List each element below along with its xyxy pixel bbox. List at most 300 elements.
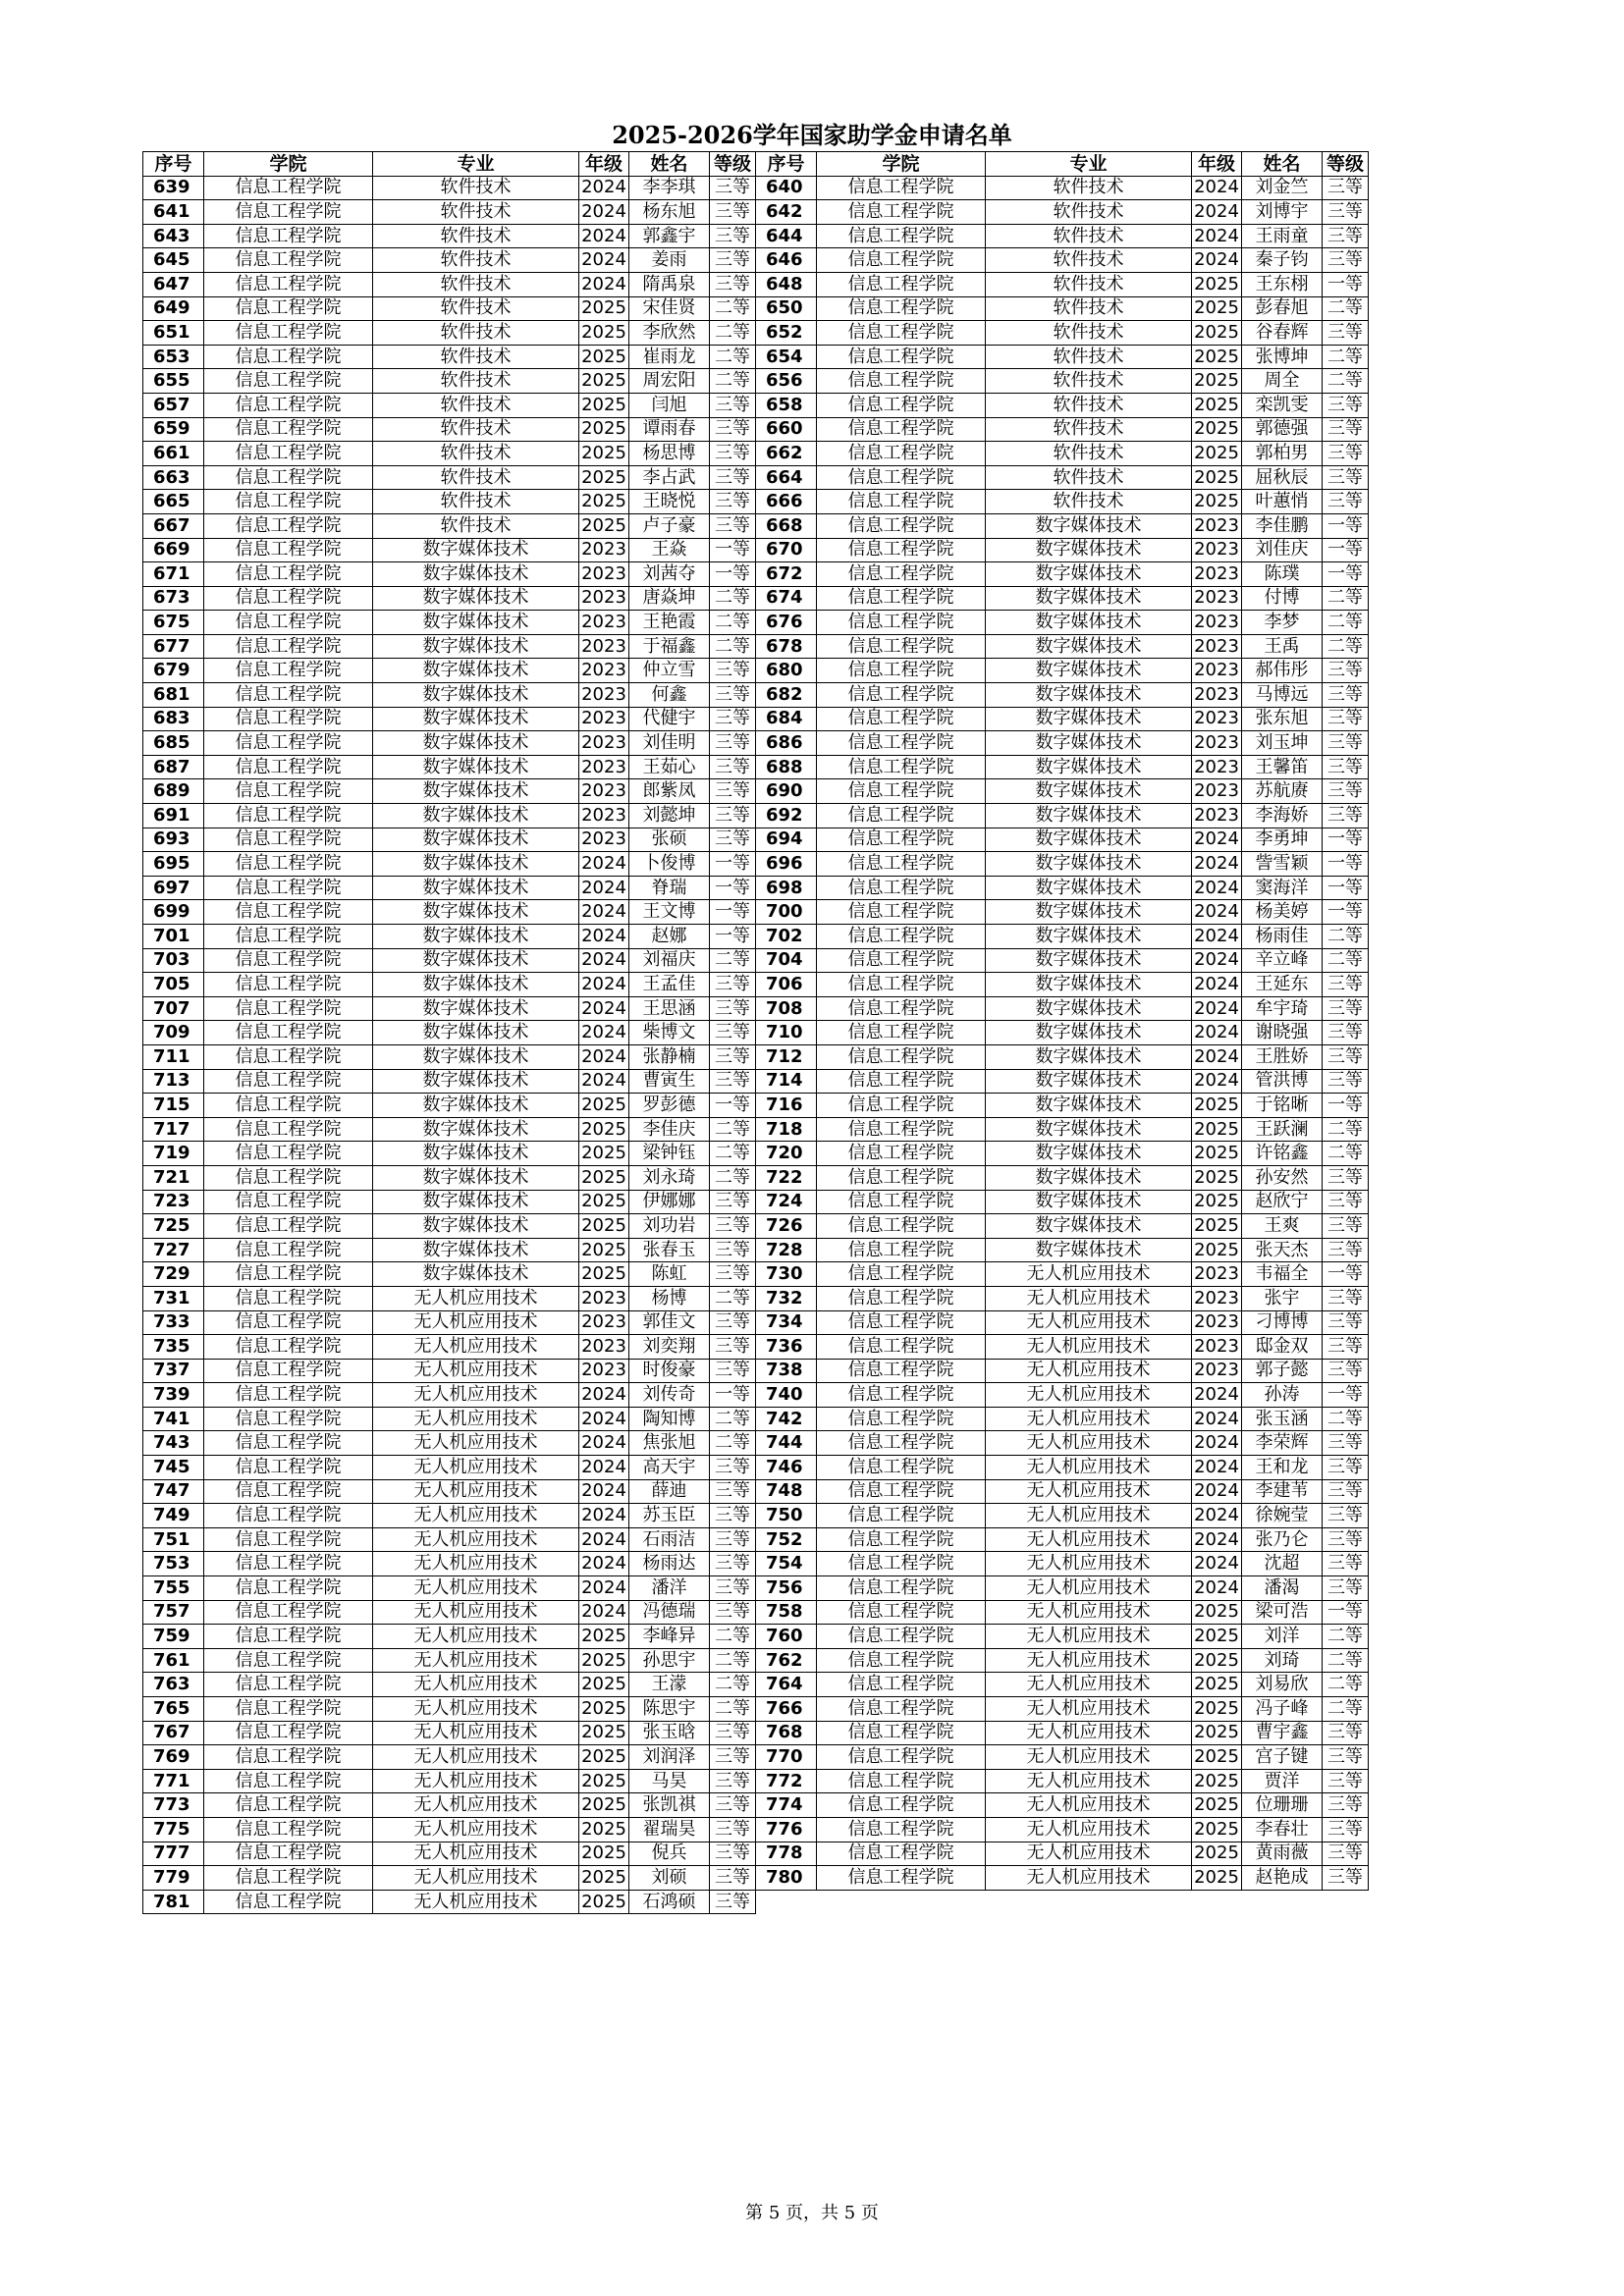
- cell-seq: 721: [143, 1165, 204, 1190]
- cell-name: 谷春辉: [1242, 321, 1323, 346]
- cell-seq: 682: [756, 683, 817, 708]
- cell-name: 刘玉坤: [1242, 731, 1323, 756]
- cell-major: 无人机应用技术: [986, 1335, 1192, 1360]
- cell-college: 信息工程学院: [817, 1793, 986, 1818]
- cell-level: 一等: [710, 538, 756, 562]
- cell-college: 信息工程学院: [817, 1094, 986, 1118]
- cell-grade-year: 2023: [579, 538, 629, 562]
- cell-seq: 718: [756, 1117, 817, 1142]
- header-major: 专业: [373, 152, 579, 177]
- cell-name: 冯子峰: [1242, 1697, 1323, 1722]
- cell-grade-year: 2025: [1192, 465, 1242, 490]
- table-row: [143, 1673, 1369, 1697]
- table-row: [143, 1527, 1369, 1552]
- cell-name: 谢晓强: [1242, 1021, 1323, 1045]
- table-row: [143, 707, 1369, 731]
- cell-name: 刘润泽: [629, 1745, 710, 1770]
- cell-grade-year: 2025: [579, 1866, 629, 1891]
- cell-college: 信息工程学院: [817, 1165, 986, 1190]
- cell-name: 王焱: [629, 538, 710, 562]
- cell-grade-year: 2023: [1192, 1310, 1242, 1335]
- cell-level: 三等: [1323, 659, 1369, 683]
- cell-seq: 708: [756, 996, 817, 1021]
- table-row: [143, 804, 1369, 828]
- cell-grade-year: 2024: [1192, 828, 1242, 852]
- cell-name: 王跃澜: [1242, 1117, 1323, 1142]
- cell-level: 三等: [710, 1456, 756, 1480]
- header-college: 学院: [817, 152, 986, 177]
- cell-seq: 670: [756, 538, 817, 562]
- cell-college: 信息工程学院: [204, 272, 373, 296]
- cell-name: 孙思宇: [629, 1648, 710, 1673]
- cell-grade-year: 2023: [1192, 586, 1242, 611]
- cell-level: 三等: [1323, 683, 1369, 708]
- cell-level: 二等: [710, 369, 756, 394]
- cell-major: 无人机应用技术: [373, 1552, 579, 1576]
- cell-seq: 722: [756, 1165, 817, 1190]
- cell-level: 二等: [710, 321, 756, 346]
- cell-grade-year: 2023: [579, 634, 629, 659]
- cell-seq: 646: [756, 248, 817, 273]
- cell-level: 三等: [710, 224, 756, 248]
- cell-college: 信息工程学院: [204, 828, 373, 852]
- cell-college: 信息工程学院: [817, 1142, 986, 1166]
- cell-major: 无人机应用技术: [373, 1817, 579, 1842]
- cell-seq: 684: [756, 707, 817, 731]
- cell-grade-year: 2024: [1192, 1021, 1242, 1045]
- cell-name: 王孟佳: [629, 973, 710, 997]
- cell-level: 三等: [1323, 1504, 1369, 1528]
- cell-college: 信息工程学院: [204, 755, 373, 779]
- cell-level: 一等: [1323, 1094, 1369, 1118]
- cell-seq: 724: [756, 1190, 817, 1214]
- cell-college: 信息工程学院: [204, 1842, 373, 1866]
- cell-level: 一等: [1323, 1262, 1369, 1287]
- cell-grade-year: 2025: [1192, 272, 1242, 296]
- cell-major: 软件技术: [986, 369, 1192, 394]
- cell-seq: 673: [143, 586, 204, 611]
- empty-cell: [986, 1890, 1192, 1914]
- cell-level: 二等: [1323, 1673, 1369, 1697]
- cell-level: 三等: [710, 1044, 756, 1069]
- cell-grade-year: 2024: [1192, 1456, 1242, 1480]
- cell-name: 许铭鑫: [1242, 1142, 1323, 1166]
- cell-seq: 643: [143, 224, 204, 248]
- cell-grade-year: 2024: [579, 176, 629, 200]
- table-row: [143, 176, 1369, 200]
- table-row: [143, 755, 1369, 779]
- table-row: [143, 659, 1369, 683]
- table-row: [143, 1648, 1369, 1673]
- cell-level: 三等: [1323, 1069, 1369, 1094]
- cell-seq: 696: [756, 852, 817, 877]
- cell-seq: 776: [756, 1817, 817, 1842]
- cell-name: 刘茜夺: [629, 562, 710, 587]
- cell-name: 宫子键: [1242, 1745, 1323, 1770]
- cell-seq: 651: [143, 321, 204, 346]
- cell-grade-year: 2025: [579, 1842, 629, 1866]
- cell-level: 一等: [710, 562, 756, 587]
- cell-major: 无人机应用技术: [373, 1407, 579, 1431]
- cell-grade-year: 2025: [1192, 296, 1242, 321]
- cell-major: 数字媒体技术: [986, 683, 1192, 708]
- cell-name: 王文博: [629, 900, 710, 925]
- cell-name: 张玉晗: [629, 1721, 710, 1745]
- cell-seq: 748: [756, 1479, 817, 1504]
- cell-seq: 650: [756, 296, 817, 321]
- cell-grade-year: 2025: [1192, 1600, 1242, 1625]
- table-row: [143, 1600, 1369, 1625]
- cell-college: 信息工程学院: [204, 345, 373, 369]
- cell-seq: 765: [143, 1697, 204, 1722]
- table-row: [143, 417, 1369, 442]
- cell-grade-year: 2025: [1192, 1117, 1242, 1142]
- cell-name: 于福鑫: [629, 634, 710, 659]
- cell-seq: 680: [756, 659, 817, 683]
- cell-college: 信息工程学院: [204, 1890, 373, 1914]
- cell-name: 张静楠: [629, 1044, 710, 1069]
- cell-major: 数字媒体技术: [373, 731, 579, 756]
- cell-major: 数字媒体技术: [986, 779, 1192, 804]
- cell-major: 无人机应用技术: [986, 1769, 1192, 1793]
- table-row: [143, 272, 1369, 296]
- cell-level: 一等: [1323, 538, 1369, 562]
- cell-name: 韦福全: [1242, 1262, 1323, 1287]
- header-name: 姓名: [629, 152, 710, 177]
- cell-seq: 697: [143, 876, 204, 900]
- cell-grade-year: 2025: [1192, 1673, 1242, 1697]
- table-row: [143, 900, 1369, 925]
- cell-major: 无人机应用技术: [986, 1407, 1192, 1431]
- cell-seq: 757: [143, 1600, 204, 1625]
- table-row: [143, 828, 1369, 852]
- cell-major: 软件技术: [986, 321, 1192, 346]
- cell-grade-year: 2024: [1192, 1407, 1242, 1431]
- cell-college: 信息工程学院: [817, 1456, 986, 1480]
- cell-level: 三等: [710, 1721, 756, 1745]
- cell-grade-year: 2024: [1192, 1069, 1242, 1094]
- cell-seq: 709: [143, 1021, 204, 1045]
- cell-name: 彭春旭: [1242, 296, 1323, 321]
- cell-level: 三等: [710, 393, 756, 417]
- cell-major: 数字媒体技术: [986, 900, 1192, 925]
- cell-seq: 679: [143, 659, 204, 683]
- cell-major: 软件技术: [986, 296, 1192, 321]
- cell-level: 三等: [710, 1069, 756, 1094]
- cell-seq: 656: [756, 369, 817, 394]
- cell-college: 信息工程学院: [817, 586, 986, 611]
- cell-seq: 704: [756, 948, 817, 973]
- cell-college: 信息工程学院: [204, 1625, 373, 1649]
- cell-seq: 654: [756, 345, 817, 369]
- cell-name: 潘渴: [1242, 1576, 1323, 1601]
- cell-name: 付博: [1242, 586, 1323, 611]
- cell-level: 一等: [1323, 1383, 1369, 1408]
- cell-name: 高天宇: [629, 1456, 710, 1480]
- table-row: [143, 538, 1369, 562]
- cell-grade-year: 2025: [1192, 393, 1242, 417]
- cell-college: 信息工程学院: [817, 1407, 986, 1431]
- cell-seq: 706: [756, 973, 817, 997]
- cell-major: 无人机应用技术: [373, 1625, 579, 1649]
- cell-major: 无人机应用技术: [986, 1721, 1192, 1745]
- cell-grade-year: 2025: [579, 1190, 629, 1214]
- cell-level: 三等: [710, 272, 756, 296]
- cell-college: 信息工程学院: [204, 1044, 373, 1069]
- cell-college: 信息工程学院: [204, 707, 373, 731]
- cell-grade-year: 2024: [579, 1456, 629, 1480]
- cell-college: 信息工程学院: [204, 900, 373, 925]
- cell-name: 孙安然: [1242, 1165, 1323, 1190]
- cell-college: 信息工程学院: [204, 1335, 373, 1360]
- cell-grade-year: 2025: [579, 1817, 629, 1842]
- cell-major: 软件技术: [373, 176, 579, 200]
- table-row: [143, 1576, 1369, 1601]
- cell-name: 周全: [1242, 369, 1323, 394]
- cell-seq: 745: [143, 1456, 204, 1480]
- table-row: [143, 1117, 1369, 1142]
- cell-grade-year: 2025: [579, 345, 629, 369]
- cell-seq: 781: [143, 1890, 204, 1914]
- cell-level: 二等: [710, 296, 756, 321]
- cell-college: 信息工程学院: [817, 1648, 986, 1673]
- cell-grade-year: 2024: [579, 852, 629, 877]
- cell-grade-year: 2025: [579, 1721, 629, 1745]
- cell-level: 二等: [710, 586, 756, 611]
- cell-major: 数字媒体技术: [373, 562, 579, 587]
- table-row: [143, 1238, 1369, 1262]
- cell-college: 信息工程学院: [817, 1383, 986, 1408]
- cell-college: 信息工程学院: [204, 852, 373, 877]
- cell-seq: 672: [756, 562, 817, 587]
- cell-level: 三等: [710, 176, 756, 200]
- cell-seq: 676: [756, 611, 817, 635]
- cell-name: 张乃仑: [1242, 1527, 1323, 1552]
- cell-seq: 743: [143, 1431, 204, 1456]
- cell-seq: 753: [143, 1552, 204, 1576]
- cell-college: 信息工程学院: [204, 1286, 373, 1310]
- cell-grade-year: 2025: [1192, 1769, 1242, 1793]
- cell-college: 信息工程学院: [817, 1576, 986, 1601]
- cell-seq: 653: [143, 345, 204, 369]
- cell-seq: 736: [756, 1335, 817, 1360]
- cell-level: 三等: [1323, 1310, 1369, 1335]
- cell-grade-year: 2025: [579, 1769, 629, 1793]
- cell-level: 二等: [1323, 1648, 1369, 1673]
- cell-major: 数字媒体技术: [986, 1021, 1192, 1045]
- cell-name: 孙涛: [1242, 1383, 1323, 1408]
- cell-name: 王胜娇: [1242, 1044, 1323, 1069]
- cell-grade-year: 2023: [579, 562, 629, 587]
- cell-name: 王茹心: [629, 755, 710, 779]
- cell-level: 三等: [710, 779, 756, 804]
- cell-major: 数字媒体技术: [373, 1214, 579, 1239]
- cell-college: 信息工程学院: [204, 513, 373, 538]
- cell-grade-year: 2023: [1192, 731, 1242, 756]
- cell-college: 信息工程学院: [204, 1407, 373, 1431]
- cell-name: 刘易欣: [1242, 1673, 1323, 1697]
- cell-seq: 661: [143, 442, 204, 466]
- cell-name: 张春玉: [629, 1238, 710, 1262]
- cell-seq: 713: [143, 1069, 204, 1094]
- cell-major: 数字媒体技术: [986, 562, 1192, 587]
- cell-name: 杨东旭: [629, 200, 710, 225]
- cell-college: 信息工程学院: [204, 1721, 373, 1745]
- cell-grade-year: 2023: [579, 586, 629, 611]
- cell-college: 信息工程学院: [817, 634, 986, 659]
- cell-major: 软件技术: [986, 272, 1192, 296]
- table-row: [143, 611, 1369, 635]
- cell-major: 数字媒体技术: [373, 707, 579, 731]
- cell-level: 二等: [1323, 369, 1369, 394]
- cell-major: 无人机应用技术: [373, 1431, 579, 1456]
- cell-name: 杨雨佳: [1242, 925, 1323, 949]
- cell-level: 三等: [1323, 779, 1369, 804]
- cell-college: 信息工程学院: [817, 996, 986, 1021]
- cell-college: 信息工程学院: [204, 417, 373, 442]
- cell-major: 数字媒体技术: [373, 634, 579, 659]
- cell-seq: 668: [756, 513, 817, 538]
- cell-grade-year: 2025: [579, 417, 629, 442]
- table-row: [143, 1142, 1369, 1166]
- cell-name: 李占武: [629, 465, 710, 490]
- cell-major: 数字媒体技术: [986, 755, 1192, 779]
- cell-college: 信息工程学院: [817, 1359, 986, 1383]
- cell-grade-year: 2025: [579, 1238, 629, 1262]
- cell-major: 无人机应用技术: [986, 1456, 1192, 1480]
- cell-seq: 649: [143, 296, 204, 321]
- cell-grade-year: 2025: [1192, 369, 1242, 394]
- cell-grade-year: 2025: [579, 296, 629, 321]
- cell-grade-year: 2023: [579, 1286, 629, 1310]
- cell-level: 二等: [710, 1407, 756, 1431]
- cell-level: 三等: [1323, 248, 1369, 273]
- cell-name: 杨美婷: [1242, 900, 1323, 925]
- cell-level: 三等: [1323, 1286, 1369, 1310]
- cell-level: 一等: [1323, 876, 1369, 900]
- table-row: [143, 1769, 1369, 1793]
- cell-level: 二等: [1323, 634, 1369, 659]
- cell-major: 无人机应用技术: [986, 1648, 1192, 1673]
- cell-seq: 671: [143, 562, 204, 587]
- cell-college: 信息工程学院: [204, 1673, 373, 1697]
- table-row: [143, 442, 1369, 466]
- cell-grade-year: 2024: [1192, 948, 1242, 973]
- cell-name: 倪兵: [629, 1842, 710, 1866]
- cell-level: 三等: [710, 248, 756, 273]
- cell-level: 三等: [1323, 176, 1369, 200]
- cell-name: 刘懿坤: [629, 804, 710, 828]
- cell-major: 数字媒体技术: [373, 611, 579, 635]
- cell-seq: 660: [756, 417, 817, 442]
- cell-major: 数字媒体技术: [986, 1214, 1192, 1239]
- cell-seq: 707: [143, 996, 204, 1021]
- cell-name: 梁钟钰: [629, 1142, 710, 1166]
- header-name: 姓名: [1242, 152, 1323, 177]
- cell-seq: 771: [143, 1769, 204, 1793]
- cell-major: 软件技术: [373, 417, 579, 442]
- cell-seq: 761: [143, 1648, 204, 1673]
- cell-college: 信息工程学院: [817, 272, 986, 296]
- cell-level: 三等: [710, 1552, 756, 1576]
- cell-college: 信息工程学院: [817, 925, 986, 949]
- cell-name: 杨思博: [629, 442, 710, 466]
- cell-grade-year: 2023: [1192, 1335, 1242, 1360]
- cell-level: 三等: [1323, 973, 1369, 997]
- cell-college: 信息工程学院: [817, 321, 986, 346]
- cell-major: 软件技术: [986, 442, 1192, 466]
- cell-major: 数字媒体技术: [373, 852, 579, 877]
- cell-seq: 639: [143, 176, 204, 200]
- cell-college: 信息工程学院: [204, 1600, 373, 1625]
- cell-level: 三等: [710, 973, 756, 997]
- cell-name: 叶蕙悄: [1242, 490, 1323, 514]
- cell-major: 数字媒体技术: [373, 948, 579, 973]
- table-row: [143, 1745, 1369, 1770]
- cell-name: 李春壮: [1242, 1817, 1323, 1842]
- cell-major: 无人机应用技术: [373, 1745, 579, 1770]
- cell-college: 信息工程学院: [817, 1625, 986, 1649]
- cell-college: 信息工程学院: [204, 611, 373, 635]
- cell-grade-year: 2023: [1192, 513, 1242, 538]
- cell-grade-year: 2024: [1192, 1431, 1242, 1456]
- cell-college: 信息工程学院: [817, 1504, 986, 1528]
- cell-major: 数字媒体技术: [373, 804, 579, 828]
- cell-name: 何鑫: [629, 683, 710, 708]
- cell-name: 刘佳明: [629, 731, 710, 756]
- table-row: [143, 200, 1369, 225]
- cell-grade-year: 2025: [579, 393, 629, 417]
- cell-major: 数字媒体技术: [986, 538, 1192, 562]
- cell-seq: 652: [756, 321, 817, 346]
- cell-name: 辛立峰: [1242, 948, 1323, 973]
- cell-major: 软件技术: [986, 248, 1192, 273]
- table-row: [143, 683, 1369, 708]
- cell-level: 三等: [710, 1214, 756, 1239]
- header-level: 等级: [1323, 152, 1369, 177]
- cell-major: 数字媒体技术: [986, 513, 1192, 538]
- cell-grade-year: 2024: [579, 248, 629, 273]
- cell-seq: 731: [143, 1286, 204, 1310]
- cell-name: 郭佳文: [629, 1310, 710, 1335]
- cell-major: 无人机应用技术: [986, 1745, 1192, 1770]
- cell-seq: 701: [143, 925, 204, 949]
- cell-major: 数字媒体技术: [986, 659, 1192, 683]
- cell-level: 三等: [710, 1359, 756, 1383]
- cell-level: 三等: [1323, 1359, 1369, 1383]
- table-row: [143, 465, 1369, 490]
- cell-grade-year: 2025: [1192, 1648, 1242, 1673]
- cell-grade-year: 2024: [579, 1407, 629, 1431]
- cell-level: 三等: [710, 417, 756, 442]
- cell-grade-year: 2024: [579, 1383, 629, 1408]
- cell-seq: 778: [756, 1842, 817, 1866]
- cell-name: 李佳庆: [629, 1117, 710, 1142]
- cell-grade-year: 2024: [1192, 1044, 1242, 1069]
- cell-college: 信息工程学院: [204, 296, 373, 321]
- cell-college: 信息工程学院: [204, 731, 373, 756]
- cell-major: 数字媒体技术: [373, 538, 579, 562]
- cell-name: 郭柏男: [1242, 442, 1323, 466]
- table-row: [143, 224, 1369, 248]
- cell-major: 数字媒体技术: [373, 1044, 579, 1069]
- cell-grade-year: 2023: [1192, 707, 1242, 731]
- cell-level: 二等: [710, 1142, 756, 1166]
- cell-college: 信息工程学院: [204, 779, 373, 804]
- cell-grade-year: 2024: [1192, 1576, 1242, 1601]
- cell-major: 软件技术: [373, 345, 579, 369]
- table-row: [143, 1165, 1369, 1190]
